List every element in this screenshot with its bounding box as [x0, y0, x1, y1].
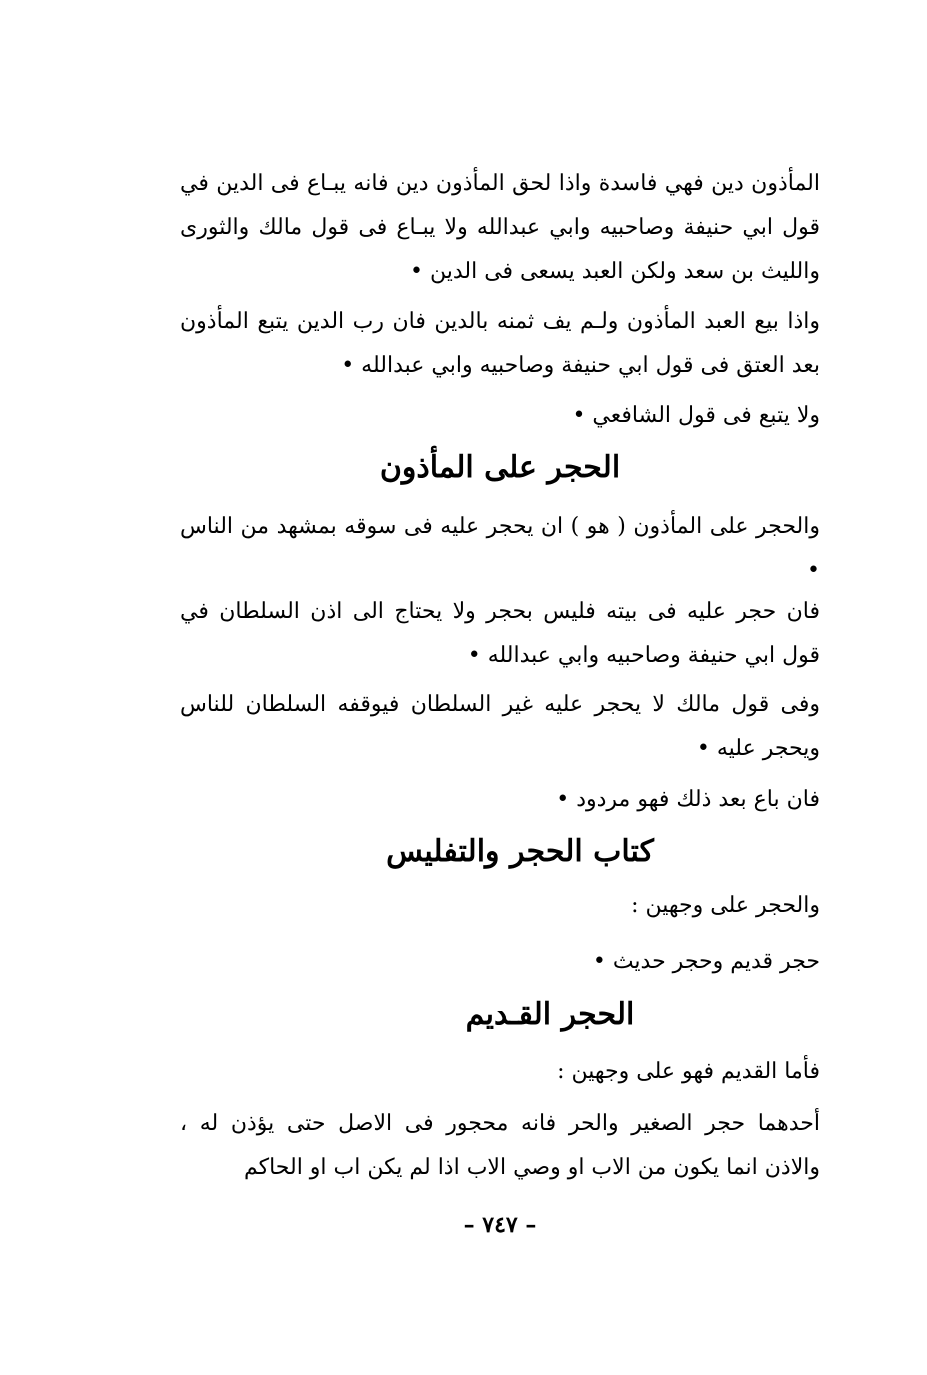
paragraph-sale-of-authorized-slave: واذا بيع العبد المأذون ولـم يف ثمنه بالدين فان رب الدين يتبع المأذون بعد العتق فى قول ابي حنيفة وصاحبيه وابي عبدالله • — [180, 309, 820, 378]
paragraph-interdiction-at-home: فان حجر عليه فى بيته فليس بحجر ولا يحتاج الى اذن السلطان في قول ابي حنيفة وصاحبيه وابي عبدالله • — [180, 599, 820, 668]
paragraph-sale-rejected: فان باع بعد ذلك فهو مردود • — [556, 787, 820, 812]
paragraph-two-types: والحجر على وجهين : — [631, 893, 820, 918]
section-heading-old-interdiction: الحجر القـديم — [465, 997, 635, 1032]
paragraph-shafii-opinion: ولا يتبع فى قول الشافعي • — [572, 403, 820, 428]
paragraph-minor-interdiction: أحدهما حجر الصغير والحر فانه محجور فى الاصل حتى يؤذن له ، والاذن انما يكون من الاب او وصي الاب اذا لم يكن اب او الحاكم — [180, 1111, 820, 1180]
section-heading-interdiction-on-authorized: الحجر على المأذون — [379, 450, 621, 485]
paragraph-definition-of-interdiction: والحجر على المأذون ( هو ) ان يحجر عليه فى سوقه بمشهد من الناس • — [180, 514, 820, 583]
paragraph-old-two-types: فأما القديم فهو على وجهين : — [557, 1059, 820, 1084]
paragraph-malik-opinion: وفى قول مالك لا يحجر عليه غير السلطان فيوقفه السلطان للناس ويحجر عليه • — [180, 692, 821, 761]
page-number: – ٧٤٧ – — [463, 1212, 537, 1238]
paragraph-old-and-new-interdiction: حجر قديم وحجر حديث • — [592, 949, 820, 974]
chapter-heading-interdiction-and-bankruptcy: كتاب الحجر والتفليس — [386, 834, 654, 869]
paragraph-debt-of-authorized-slave: المأذون دين فهي فاسدة واذا لحق المأذون دين فانه يبـاع فى الدين في قول ابي حنيفة وصاحبيه وابي عبدالله ولا يبـاع فى قول مالك والثورى والليث بن سعد ولكن العبد يسعى فى الدين • — [180, 171, 820, 284]
